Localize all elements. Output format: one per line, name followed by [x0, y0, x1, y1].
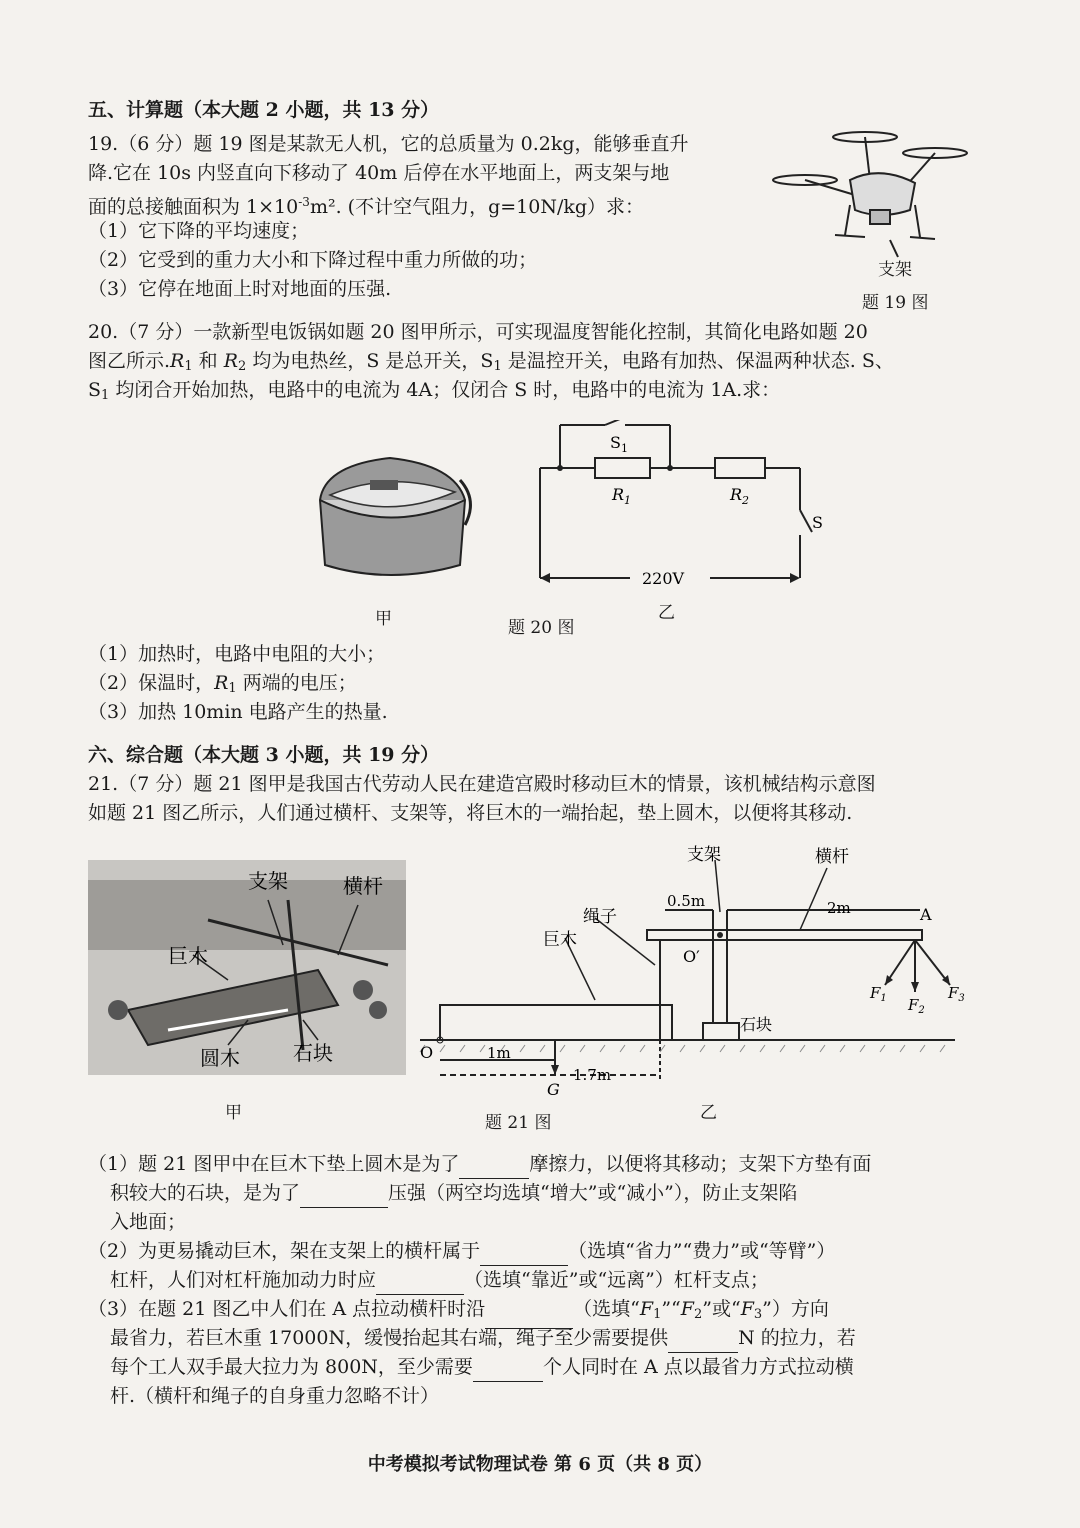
s-label: S: [812, 513, 823, 532]
drone-figure: [770, 125, 990, 265]
fig21-label-jia: 甲: [225, 1103, 242, 1123]
dim-1m: 1m: [487, 1044, 511, 1062]
q20-line1: 20.（7 分）一款新型电饭锅如题 20 图甲所示，可实现温度智能化控制，其简化电路如题 20: [88, 321, 868, 343]
point-A: A: [920, 905, 932, 924]
q21-p3-line2: 最省力，若巨木重 17000N，缓慢抬起其右端，绳子至少需要提供 N 的拉力，若: [88, 1324, 1010, 1353]
answer-blank-1[interactable]: [459, 1158, 529, 1179]
gravity-G: G: [547, 1080, 560, 1099]
r2-label: $R_2$: [730, 485, 750, 507]
photo-label-yuanmu: 圆木: [200, 1046, 240, 1070]
section-6-title: 六、综合题（本大题 3 小题，共 19 分）: [88, 744, 440, 766]
ancient-labor-photo: [88, 860, 406, 1075]
point-O: O: [420, 1043, 434, 1062]
photo-label-jumu: 巨木: [168, 944, 208, 968]
page-footer: 中考模拟考试物理试卷 第 6 页（共 8 页）: [367, 1454, 713, 1475]
q20-item2: （2）保温时，$R_1$ 两端的电压；: [88, 672, 357, 696]
fig20-label-jia: 甲: [375, 609, 392, 629]
q19-item2: （2）它受到的重力大小和下降过程中重力所做的功；: [88, 249, 538, 271]
voltage-label: 220V: [642, 569, 685, 588]
q20-item3: （3）加热 10min 电路产生的热量.: [88, 701, 388, 723]
fig19-caption: 题 19 图: [862, 293, 929, 313]
answer-blank-7[interactable]: [473, 1361, 543, 1382]
q21-p3-line4: 杆.（横杆和绳子的自身重力忽略不计）: [110, 1385, 440, 1407]
diagram-label-shikuai: 石块: [740, 1015, 773, 1034]
dim-2m: 2m: [827, 899, 851, 917]
answer-blank-6[interactable]: [668, 1332, 738, 1353]
answer-blank-3[interactable]: [480, 1245, 568, 1266]
diagram-label-jumu: 巨木: [543, 930, 577, 950]
q20-line3: $S_1$ 均闭合开始加热，电路中的电流为 4A；仅闭合 S 时，电路中的电流为 1A.求：: [88, 379, 781, 403]
s1-label: $S_1$: [610, 433, 628, 455]
q21-p1-line2: 积较大的石块，是为了 压强（两空均选填“增大”或“减小”），防止支架陷: [88, 1179, 1010, 1208]
q19-line3: 面的总接触面积为 $1\times 10^{-3}m^2$. (不计空气阻力，g=10N/kg）求：: [88, 195, 645, 218]
q19-item1: （1）它下降的平均速度；: [88, 220, 310, 242]
diagram-label-shengzi: 绳子: [583, 907, 617, 927]
fig20-label-yi: 乙: [658, 603, 675, 623]
q19-line1: 19.（6 分）题 19 图是某款无人机，它的总质量为 0.2kg，能够垂直升: [88, 133, 689, 155]
lever-diagram: [415, 840, 980, 1100]
diagram-label-zhijia: 支架: [687, 845, 721, 865]
photo-label-zhijia: 支架: [248, 869, 288, 893]
force-F2: $F_2$: [908, 996, 925, 1016]
q19-line2: 降.它在 10s 内竖直向下移动了 40m 后停在水平地面上，两支架与地: [88, 162, 670, 184]
q21-p1-line1: （1）题 21 图甲中在巨木下垫上圆木是为了 摩擦力，以便将其移动；支架下方垫有面: [88, 1150, 1010, 1179]
force-F3: $F_3$: [948, 984, 965, 1004]
dim-1-7m: 1.7m: [573, 1066, 612, 1084]
fig20-caption: 题 20 图: [508, 618, 575, 638]
r1-label: $R_1$: [612, 485, 632, 507]
diagram-label-henggan: 横杆: [815, 847, 849, 867]
circuit-diagram: [530, 420, 830, 620]
photo-label-henggan: 横杆: [343, 874, 383, 898]
q21-line2: 如题 21 图乙所示，人们通过横杆、支架等，将巨木的一端抬起，垫上圆木，以便将其移动.: [88, 802, 853, 824]
force-F1: $F_1$: [870, 984, 887, 1004]
answer-blank-2[interactable]: [300, 1187, 388, 1208]
fig21-caption: 题 21 图: [485, 1113, 552, 1133]
q21-p3-line3: 每个工人双手最大拉力为 800N，至少需要 个人同时在 A 点以最省力方式拉动横: [88, 1353, 1010, 1382]
q21-p1-line3: 入地面；: [110, 1211, 187, 1233]
q20-line2: 图乙所示$.R_1$ 和 $R_2$ 均为电热丝，S 是总开关，$S_1$ 是温控开关，电路有加热、保温两种状态. S、: [88, 350, 894, 374]
q21-p2-line2: 杠杆，人们对杠杆施加动力时应 （选填“靠近”或“远离”）杠杆支点；: [88, 1266, 1010, 1295]
q21-line1: 21.（7 分）题 21 图甲是我国古代劳动人民在建造宫殿时移动巨木的情景，该机械结构示意图: [88, 773, 876, 795]
fig21-label-yi: 乙: [700, 1103, 717, 1123]
answer-blank-4[interactable]: [376, 1274, 464, 1295]
section-5-title: 五、计算题（本大题 2 小题，共 13 分）: [88, 99, 440, 121]
rice-cooker-figure: [300, 440, 480, 600]
q20-item1: （1）加热时，电路中电阻的大小；: [88, 643, 386, 665]
q21-p2-line1: （2）为更易撬动巨木，架在支架上的横杆属于 （选填“省力”“费力”或“等臂”）: [88, 1237, 1010, 1266]
dim-0-5m: 0.5m: [667, 892, 706, 910]
bracket-label: 支架: [878, 260, 912, 280]
photo-label-shikuai: 石块: [293, 1041, 333, 1065]
q19-item3: （3）它停在地面上时对地面的压强.: [88, 278, 392, 300]
q21-p3-line1: （3）在题 21 图乙中人们在 A 点拉动横杆时沿 （选填“$F_1”“F_2$”或“$F_3$”）方向: [88, 1295, 1010, 1329]
pivot-Oprime: O′: [683, 947, 700, 966]
